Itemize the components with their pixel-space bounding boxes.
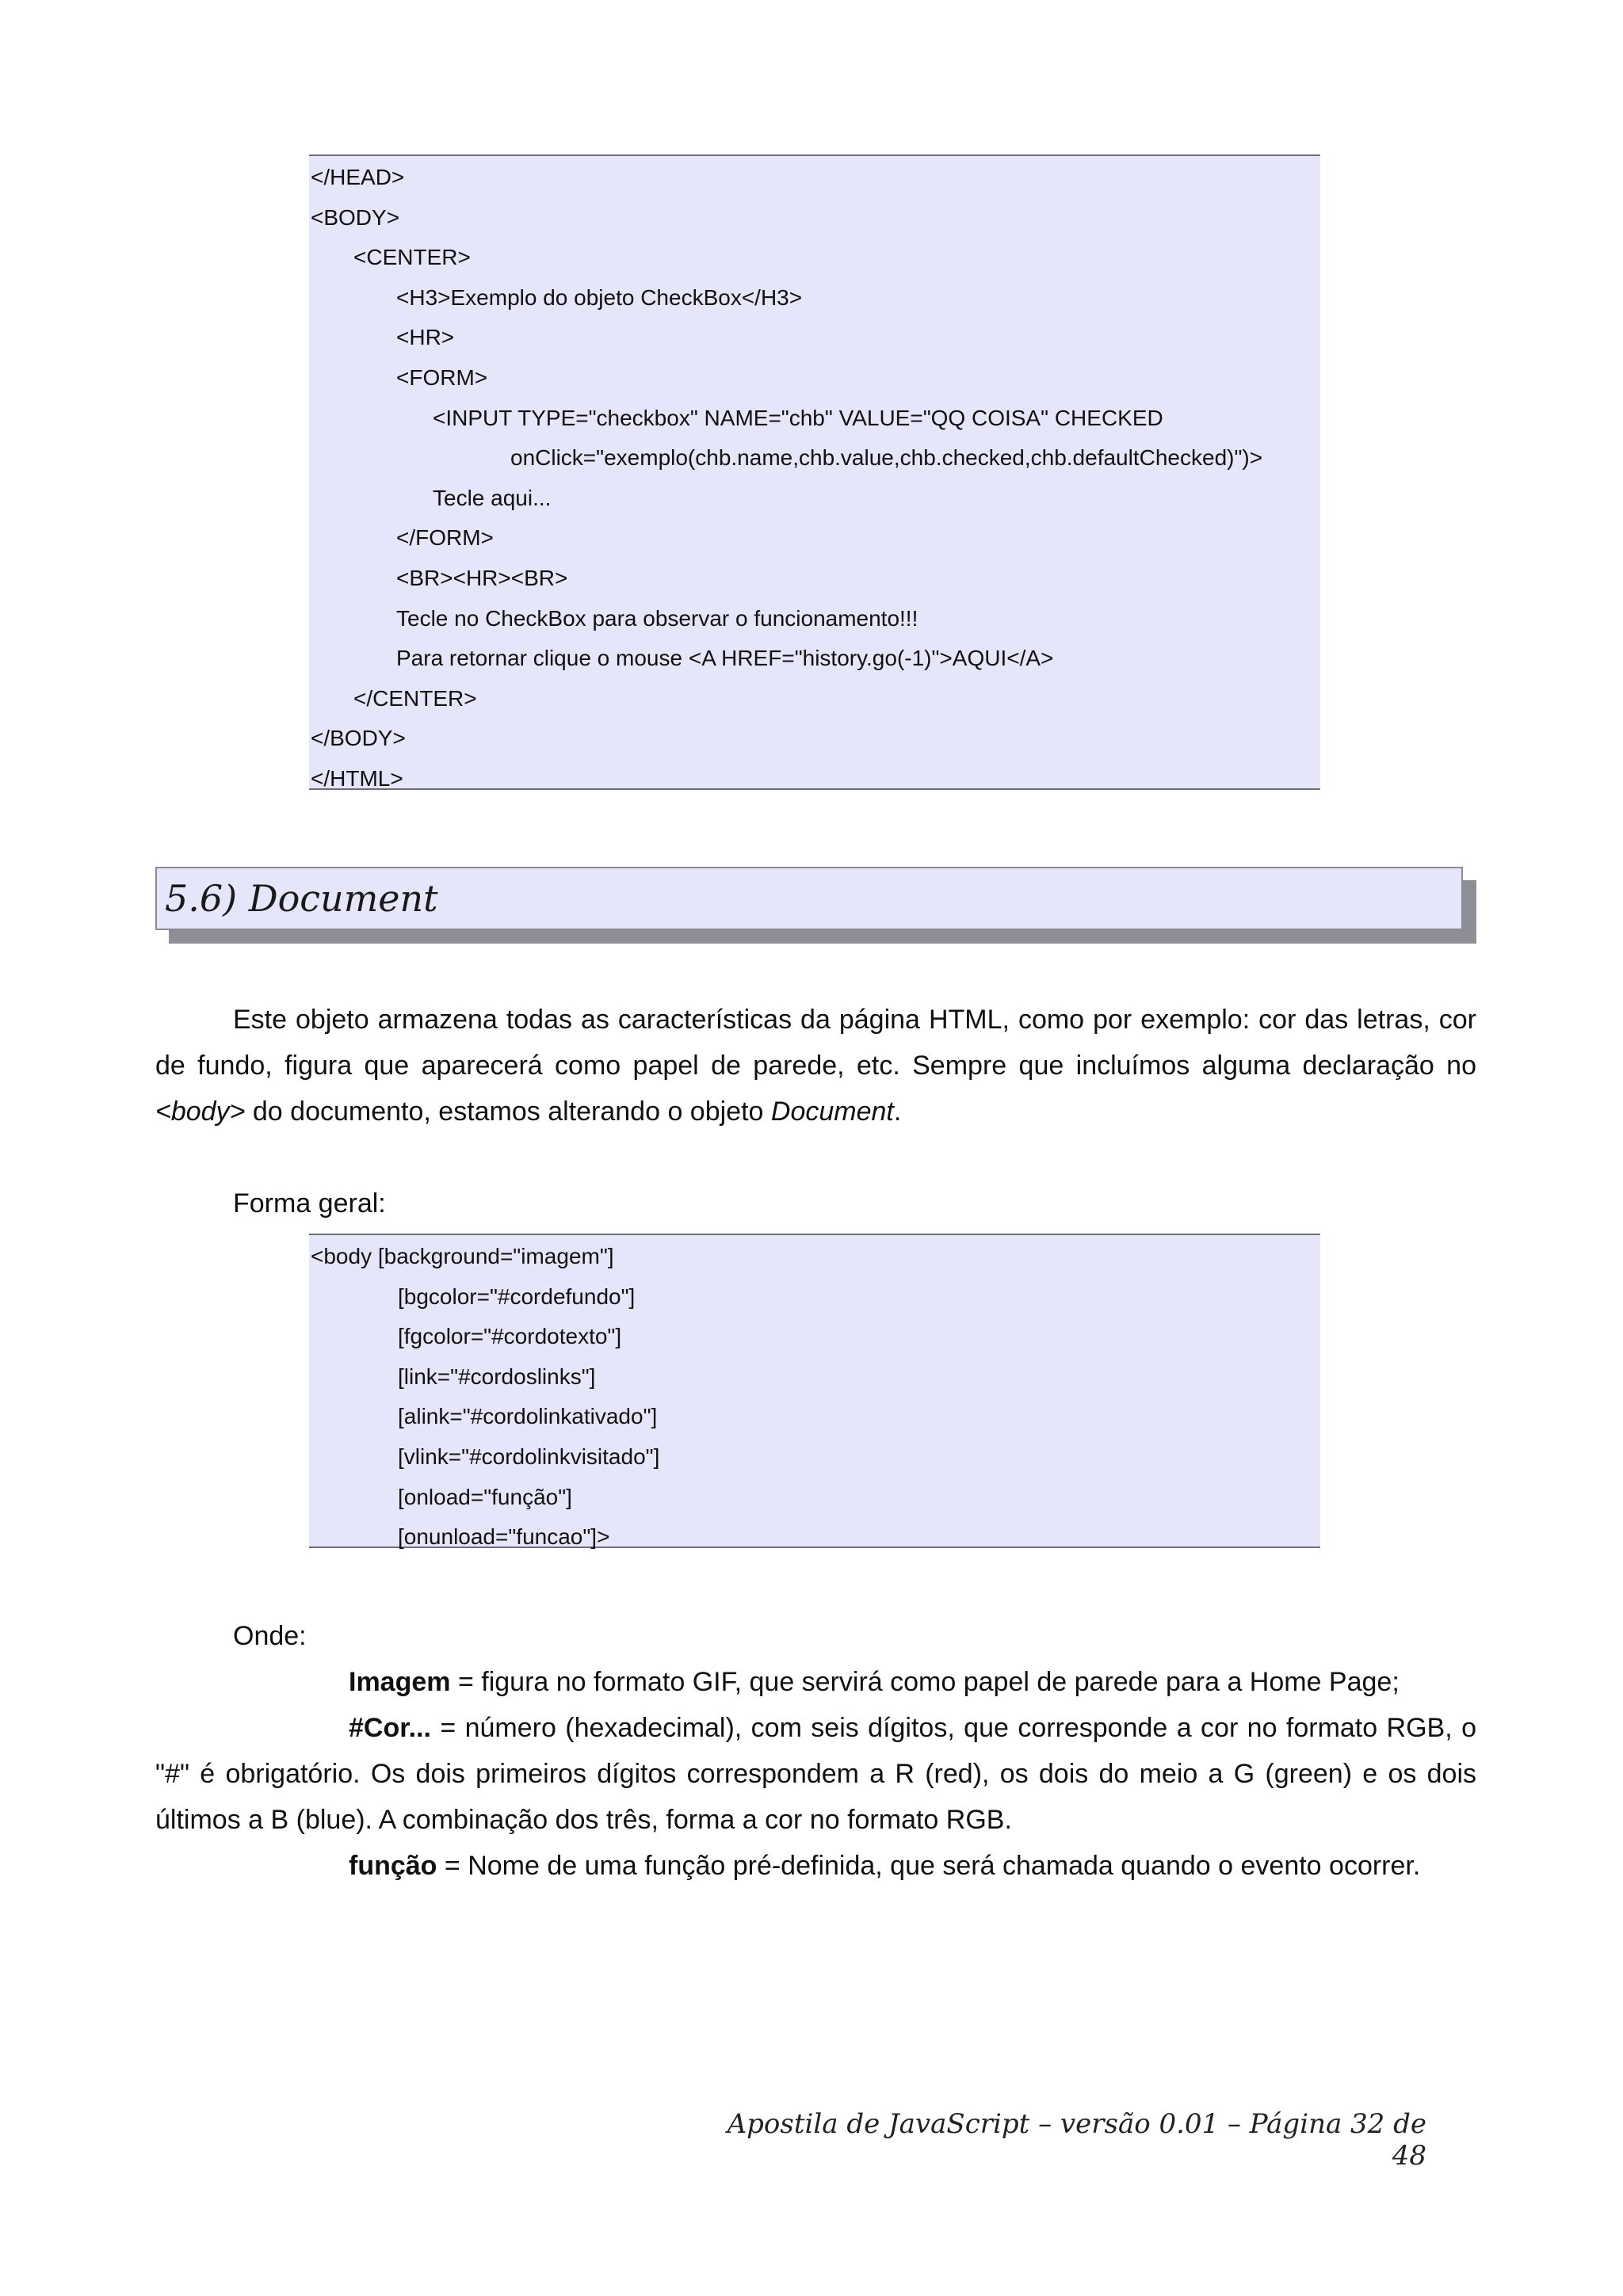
code-line: <CENTER> <box>353 245 471 270</box>
code-line: <INPUT TYPE="checkbox" NAME="chb" VALUE="QQ COISA" CHECKED <box>433 405 1163 430</box>
code-line: <FORM> <box>396 364 488 390</box>
definition-text: = número (hexadecimal), com seis dígitos, que corresponde a cor no formato RGB, o "#" é obrigatório. Os dois primeiros dígitos correspondem a R (red), os dois do meio a G (green) e os dois últimos a B (blue). A combinação dos três, forma a cor no formato RGB. <box>155 1713 1476 1835</box>
code-line: </FORM> <box>396 525 494 551</box>
definition-term: função <box>349 1851 437 1881</box>
definition-text: = figura no formato GIF, que servirá como papel de parede para a Home Page; <box>450 1667 1400 1697</box>
definition-funcao <box>349 1843 1420 1889</box>
syntax-code-block <box>309 1234 1320 1548</box>
code-line: [alink="#cordolinkativado"] <box>398 1404 658 1429</box>
intro-paragraph <box>155 997 1476 1135</box>
definition-cor <box>155 1705 1476 1843</box>
code-line: <BODY> <box>311 204 400 230</box>
code-line: <BR><HR><BR> <box>396 565 568 590</box>
definition-term: Imagem <box>349 1667 451 1697</box>
intro-text: Este objeto armazena todas as características da página HTML, como por exemplo: cor das letras, cor de fundo, figura que aparecerá como papel de parede, etc. Sempre que incluímos alguma declaração no <box>155 1005 1476 1081</box>
code-line: [link="#cordoslinks"] <box>398 1363 596 1389</box>
code-line: </HTML> <box>311 765 403 791</box>
code-line: [bgcolor="#cordefundo"] <box>398 1283 636 1309</box>
page-footer: Apostila de JavaScript – versão 0.01 – Página 32 de 48 <box>727 2108 1426 2172</box>
code-line: [onunload="funcao"]> <box>398 1524 610 1550</box>
section-heading: 5.6) Document <box>155 867 1463 930</box>
code-line: [onload="função"] <box>398 1484 572 1509</box>
intro-text: do documento, estamos alterando o objeto <box>245 1097 771 1127</box>
intro-text: . <box>893 1097 902 1127</box>
definition-term: #Cor... <box>349 1713 431 1743</box>
document-object-name: Document <box>770 1097 894 1127</box>
definition-imagem <box>349 1659 1400 1705</box>
code-line: </HEAD> <box>311 165 405 189</box>
code-line: [vlink="#cordolinkvisitado"] <box>398 1444 660 1469</box>
code-line: <H3>Exemplo do objeto CheckBox</H3> <box>396 284 803 310</box>
code-line: onClick="exemplo(chb.name,chb.value,chb.checked,chb.defaultChecked)")> <box>510 445 1263 471</box>
definition-text: = Nome de uma função pré-definida, que será chamada quando o evento ocorrer. <box>437 1851 1421 1881</box>
code-line: <HR> <box>396 325 455 350</box>
body-tag-text: <body> <box>155 1097 246 1127</box>
code-line: </CENTER> <box>353 685 477 711</box>
code-line: </BODY> <box>311 726 406 751</box>
code-line: [fgcolor="#cordotexto"] <box>398 1324 622 1349</box>
onde-label: Onde: <box>233 1621 307 1651</box>
code-line: Tecle no CheckBox para observar o funcionamento!!! <box>396 605 918 631</box>
code-line: Tecle aqui... <box>433 485 552 510</box>
code-example-block <box>309 154 1320 790</box>
code-line: Para retornar clique o mouse <A HREF="history.go(-1)">AQUI</A> <box>396 646 1054 671</box>
forma-geral-label: Forma geral: <box>233 1188 386 1219</box>
code-line: <body [background="imagem"] <box>311 1244 614 1268</box>
